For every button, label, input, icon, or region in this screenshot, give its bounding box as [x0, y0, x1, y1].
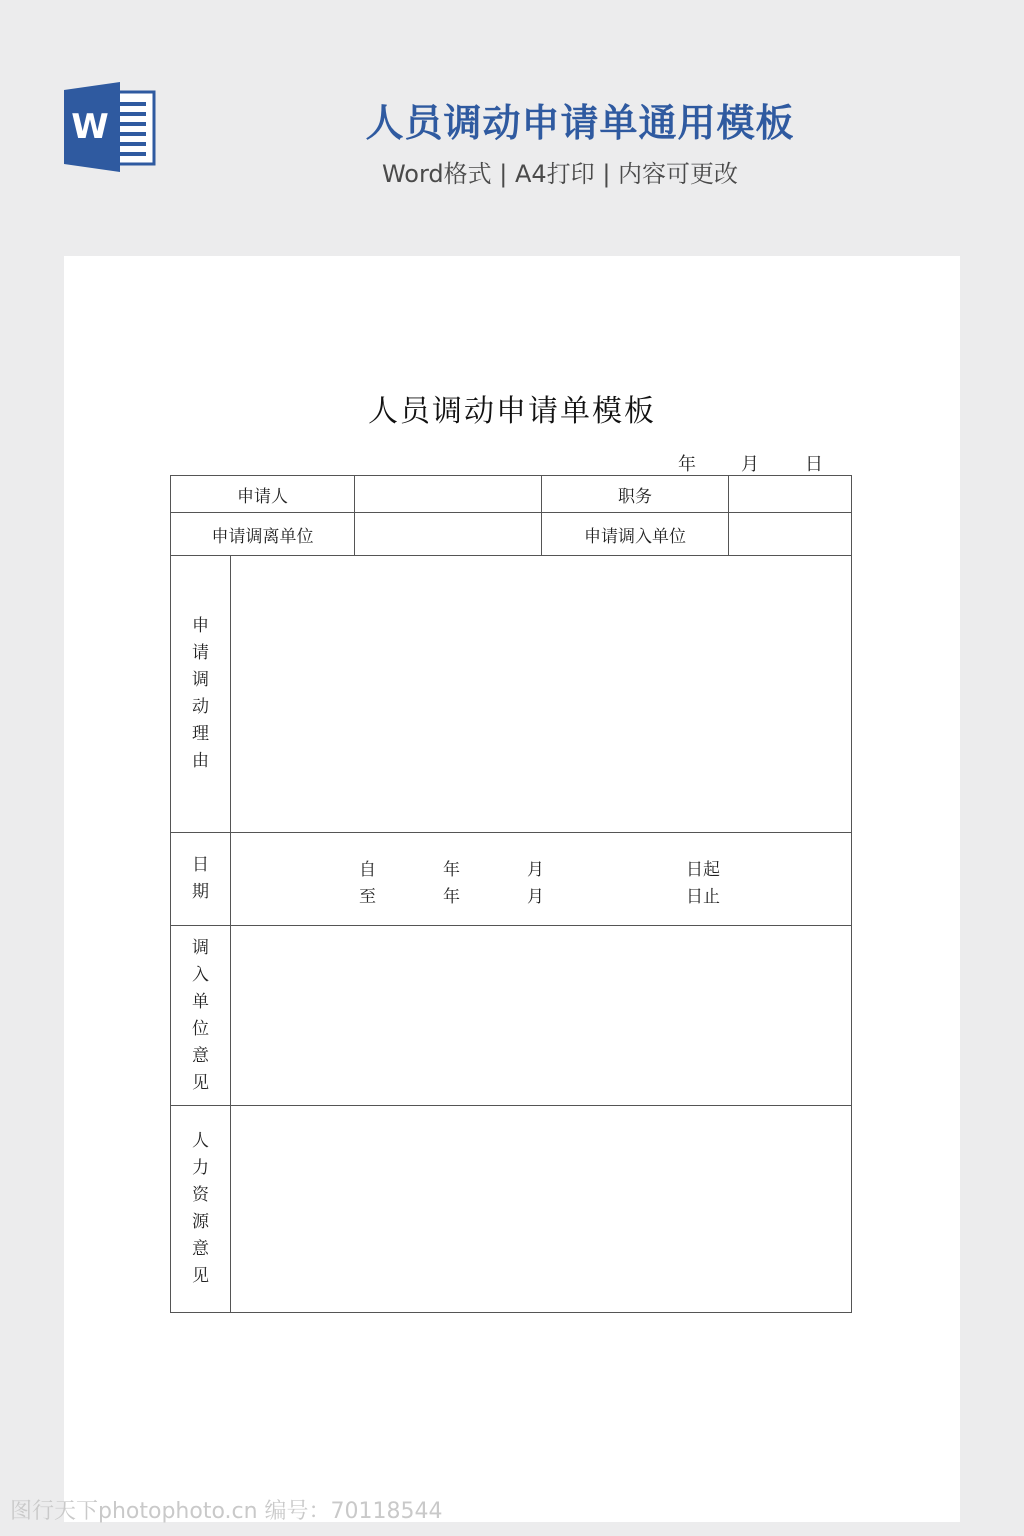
hr-opinion-label: 人 力 资 源 意 见	[171, 1106, 231, 1313]
from-unit-label: 申请调离单位	[171, 513, 355, 556]
table-row	[171, 1106, 852, 1313]
document-page	[64, 256, 960, 1522]
word-icon	[64, 82, 156, 172]
reason-field[interactable]	[231, 556, 852, 833]
date-to-label: 至	[359, 887, 376, 907]
position-label: 职务	[542, 476, 729, 513]
date-day-label: 日	[805, 454, 823, 475]
date-month-label: 月	[741, 454, 759, 475]
reason-label: 申 请 调 动 理 由	[171, 556, 231, 833]
hr-opinion-field[interactable]	[231, 1106, 852, 1313]
to-unit-label: 申请调入单位	[542, 513, 729, 556]
date-from-label: 自	[359, 860, 376, 880]
transfer-form-table	[170, 475, 852, 1313]
table-row	[171, 926, 852, 1106]
document-title: 人员调动申请单模板	[368, 394, 656, 429]
date-to-year: 年	[443, 887, 460, 907]
to-unit-opinion-label: 调 入 单 位 意 见	[171, 926, 231, 1106]
date-from-month: 月	[527, 860, 544, 880]
table-row	[171, 833, 852, 926]
from-unit-field[interactable]	[355, 513, 542, 556]
date-to-month: 月	[527, 887, 544, 907]
date-from-day: 日起	[686, 860, 720, 880]
date-label: 日 期	[171, 833, 231, 926]
header-title: 人员调动申请单通用模板	[365, 101, 795, 145]
to-unit-opinion-field[interactable]	[231, 926, 852, 1106]
date-to-day: 日止	[686, 887, 720, 907]
table-row	[171, 556, 852, 833]
word-logo-letter: W	[71, 107, 109, 147]
applicant-field[interactable]	[355, 476, 542, 513]
date-year-label: 年	[678, 454, 696, 475]
to-unit-field[interactable]	[729, 513, 852, 556]
date-range-field[interactable]	[231, 833, 852, 926]
date-from-year: 年	[443, 860, 460, 880]
table-row	[171, 513, 852, 556]
watermark: 图行天下photophoto.cn 编号：70118544	[10, 1499, 443, 1524]
position-field[interactable]	[729, 476, 852, 513]
table-row	[171, 476, 852, 513]
header-subtitle: Word格式 | A4打印 | 内容可更改	[381, 160, 739, 188]
applicant-label: 申请人	[171, 476, 355, 513]
